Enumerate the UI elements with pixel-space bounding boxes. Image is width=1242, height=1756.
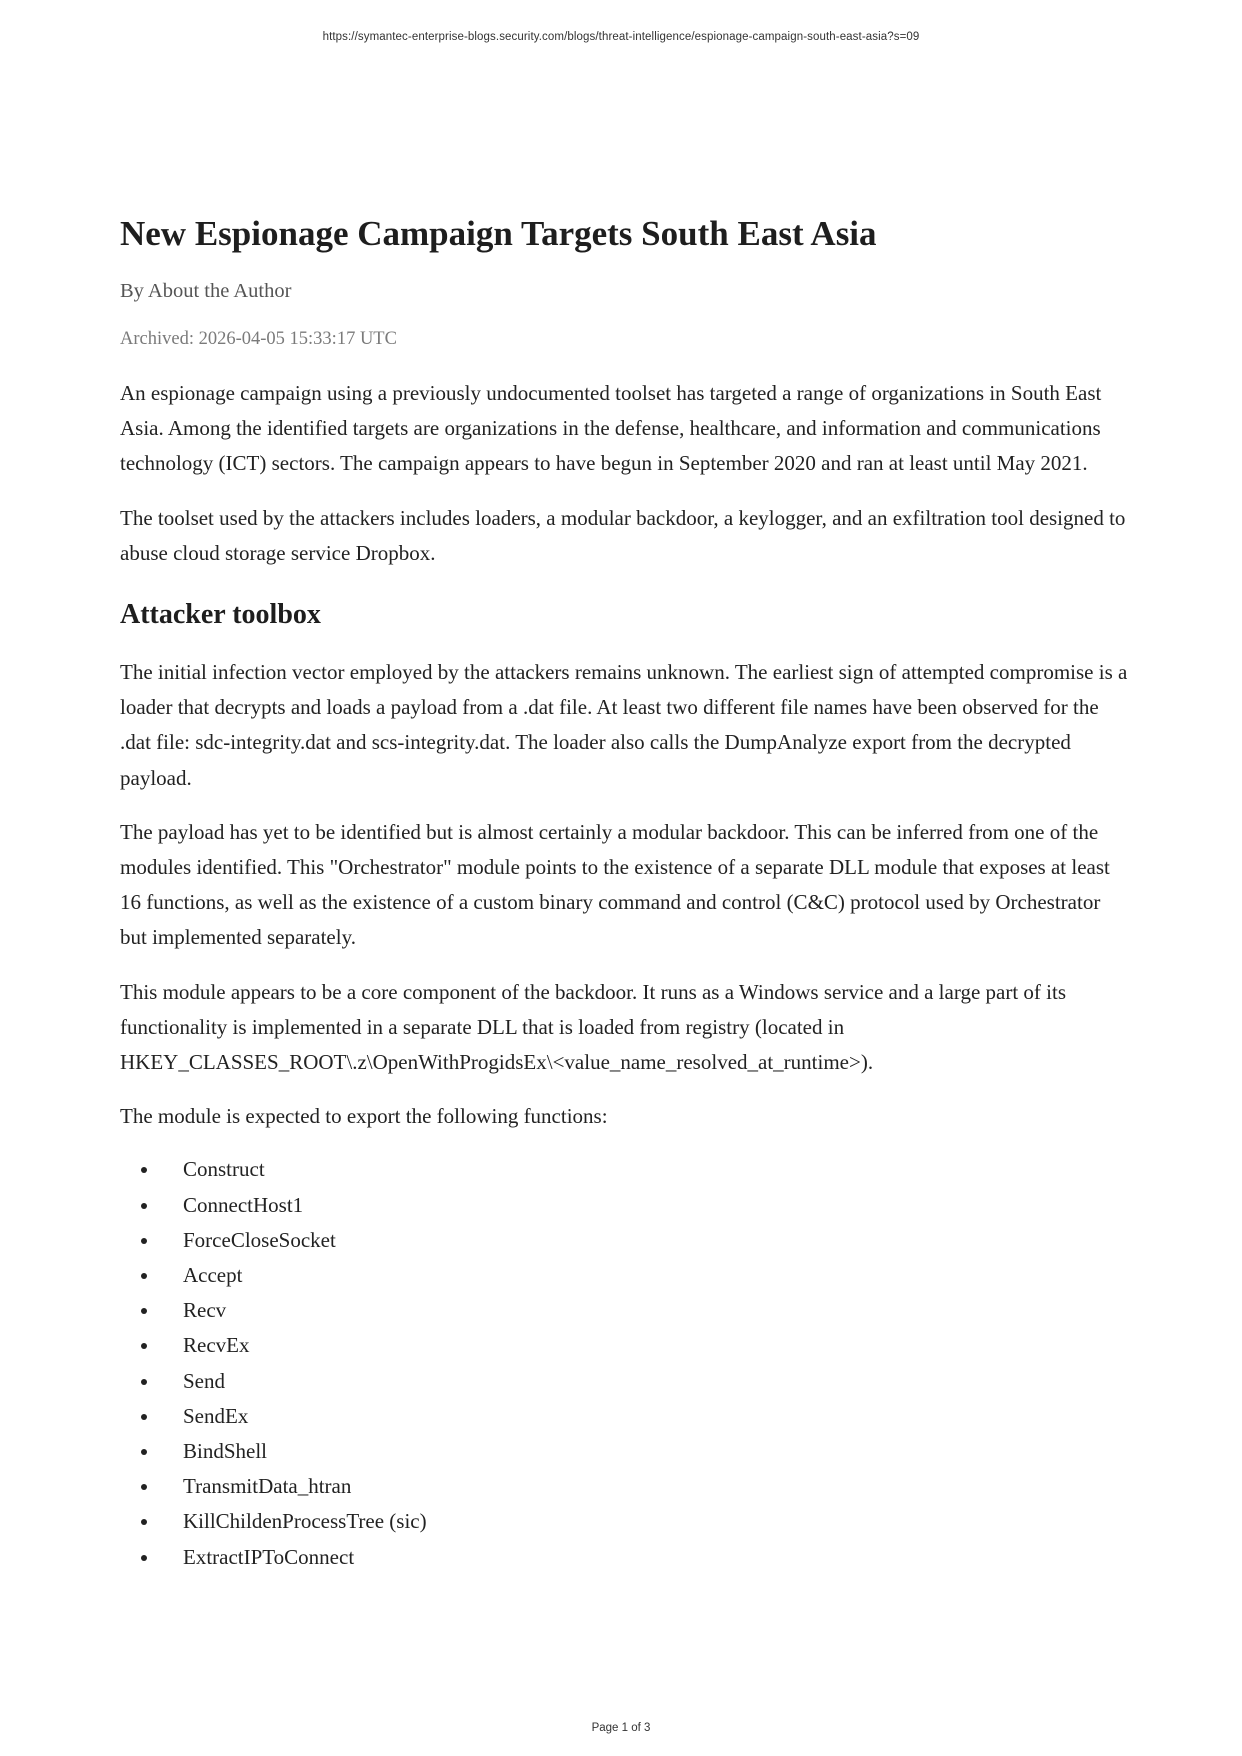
function-name: RecvEx: [183, 1333, 250, 1358]
bullet-icon: [141, 1414, 147, 1420]
bullet-icon: [141, 1484, 147, 1490]
list-item: [183, 1328, 1130, 1363]
bullet-icon: [141, 1273, 147, 1279]
section-paragraph: The initial infection vector employed by the attackers remains unknown. The earliest sign of attempted compromise is a loader that decrypts and loads a payload from a .dat file. At least two different file names have been observed for the .dat file: sdc-integrity.dat and scs-integrity.dat. The loader also calls the DumpAnalyze export from the decrypted payload.: [120, 660, 1128, 790]
list-item: [183, 1152, 1130, 1187]
bullet-icon: [141, 1379, 147, 1385]
exported-functions-list: [120, 1152, 1130, 1574]
section-paragraph: The payload has yet to be identified but is almost certainly a modular backdoor. This can be inferred from one of the modules identified. This "Orchestrator" module points to the existence of a separate DLL module that exposes at least 16 functions, as well as the existence of a custom binary command and control (C&C) protocol used by Orchestrator but implemented separately.: [120, 819, 1110, 950]
page-number: Page 1 of 3: [591, 1722, 651, 1734]
bullet-icon: [141, 1203, 147, 1209]
function-name: KillChildenProcessTree (sic): [183, 1509, 427, 1534]
article: [120, 212, 1130, 1575]
bullet-icon: [141, 1167, 147, 1173]
list-item: [183, 1258, 1130, 1293]
list-item: [183, 1399, 1130, 1434]
list-item: [183, 1293, 1130, 1328]
bullet-icon: [141, 1555, 147, 1561]
function-name: ConnectHost1: [183, 1192, 304, 1217]
list-item: [183, 1540, 1130, 1575]
bullet-icon: [141, 1449, 147, 1455]
section-heading: Attacker toolbox: [120, 599, 321, 631]
function-name: TransmitData_htran: [183, 1474, 352, 1499]
archived-timestamp: Archived: 2026-04-05 15:33:17 UTC: [120, 329, 397, 349]
bullet-icon: [141, 1238, 147, 1244]
article-byline: By About the Author: [120, 280, 292, 302]
section-paragraph: This module appears to be a core component of the backdoor. It runs as a Windows service and a large part of its functionality is implemented in a separate DLL that is loaded from registry (located in HKEY_CLASSES_ROOT\.z\OpenWithProgidsEx\<value_name_resolved_at_runtime>).: [120, 979, 1067, 1075]
section-paragraph: The module is expected to export the following functions:: [120, 1104, 608, 1129]
list-item: [183, 1469, 1130, 1504]
intro-paragraph: The toolset used by the attackers includes loaders, a modular backdoor, a keylogger, and an exfiltration tool designed to abuse cloud storage service Dropbox.: [120, 505, 1126, 565]
list-item: [183, 1364, 1130, 1399]
bullet-icon: [141, 1519, 147, 1525]
article-title: New Espionage Campaign Targets South East Asia: [120, 214, 877, 253]
list-item: [183, 1223, 1130, 1258]
function-name: Construct: [183, 1157, 265, 1182]
list-item: [183, 1504, 1130, 1539]
list-item: [183, 1434, 1130, 1469]
function-name: BindShell: [183, 1439, 268, 1464]
function-name: Recv: [183, 1298, 227, 1323]
function-name: ForceCloseSocket: [183, 1227, 336, 1252]
list-item: [183, 1188, 1130, 1223]
intro-paragraph: An espionage campaign using a previously undocumented toolset has targeted a range of organizations in South East Asia. Among the identified targets are organizations in the defense, healthcare, and information and communications technology (ICT) sectors. The campaign appears to have begun in September 2020 and ran at least until May 2021.: [120, 381, 1102, 476]
bullet-icon: [141, 1308, 147, 1314]
function-name: Accept: [183, 1263, 243, 1288]
function-name: ExtractIPToConnect: [183, 1544, 355, 1569]
function-name: SendEx: [183, 1403, 249, 1428]
function-name: Send: [183, 1368, 225, 1393]
source-url: https://symantec-enterprise-blogs.security.com/blogs/threat-intelligence/espionage-campaign-south-east-asia?s=09: [322, 31, 920, 43]
bullet-icon: [141, 1343, 147, 1349]
